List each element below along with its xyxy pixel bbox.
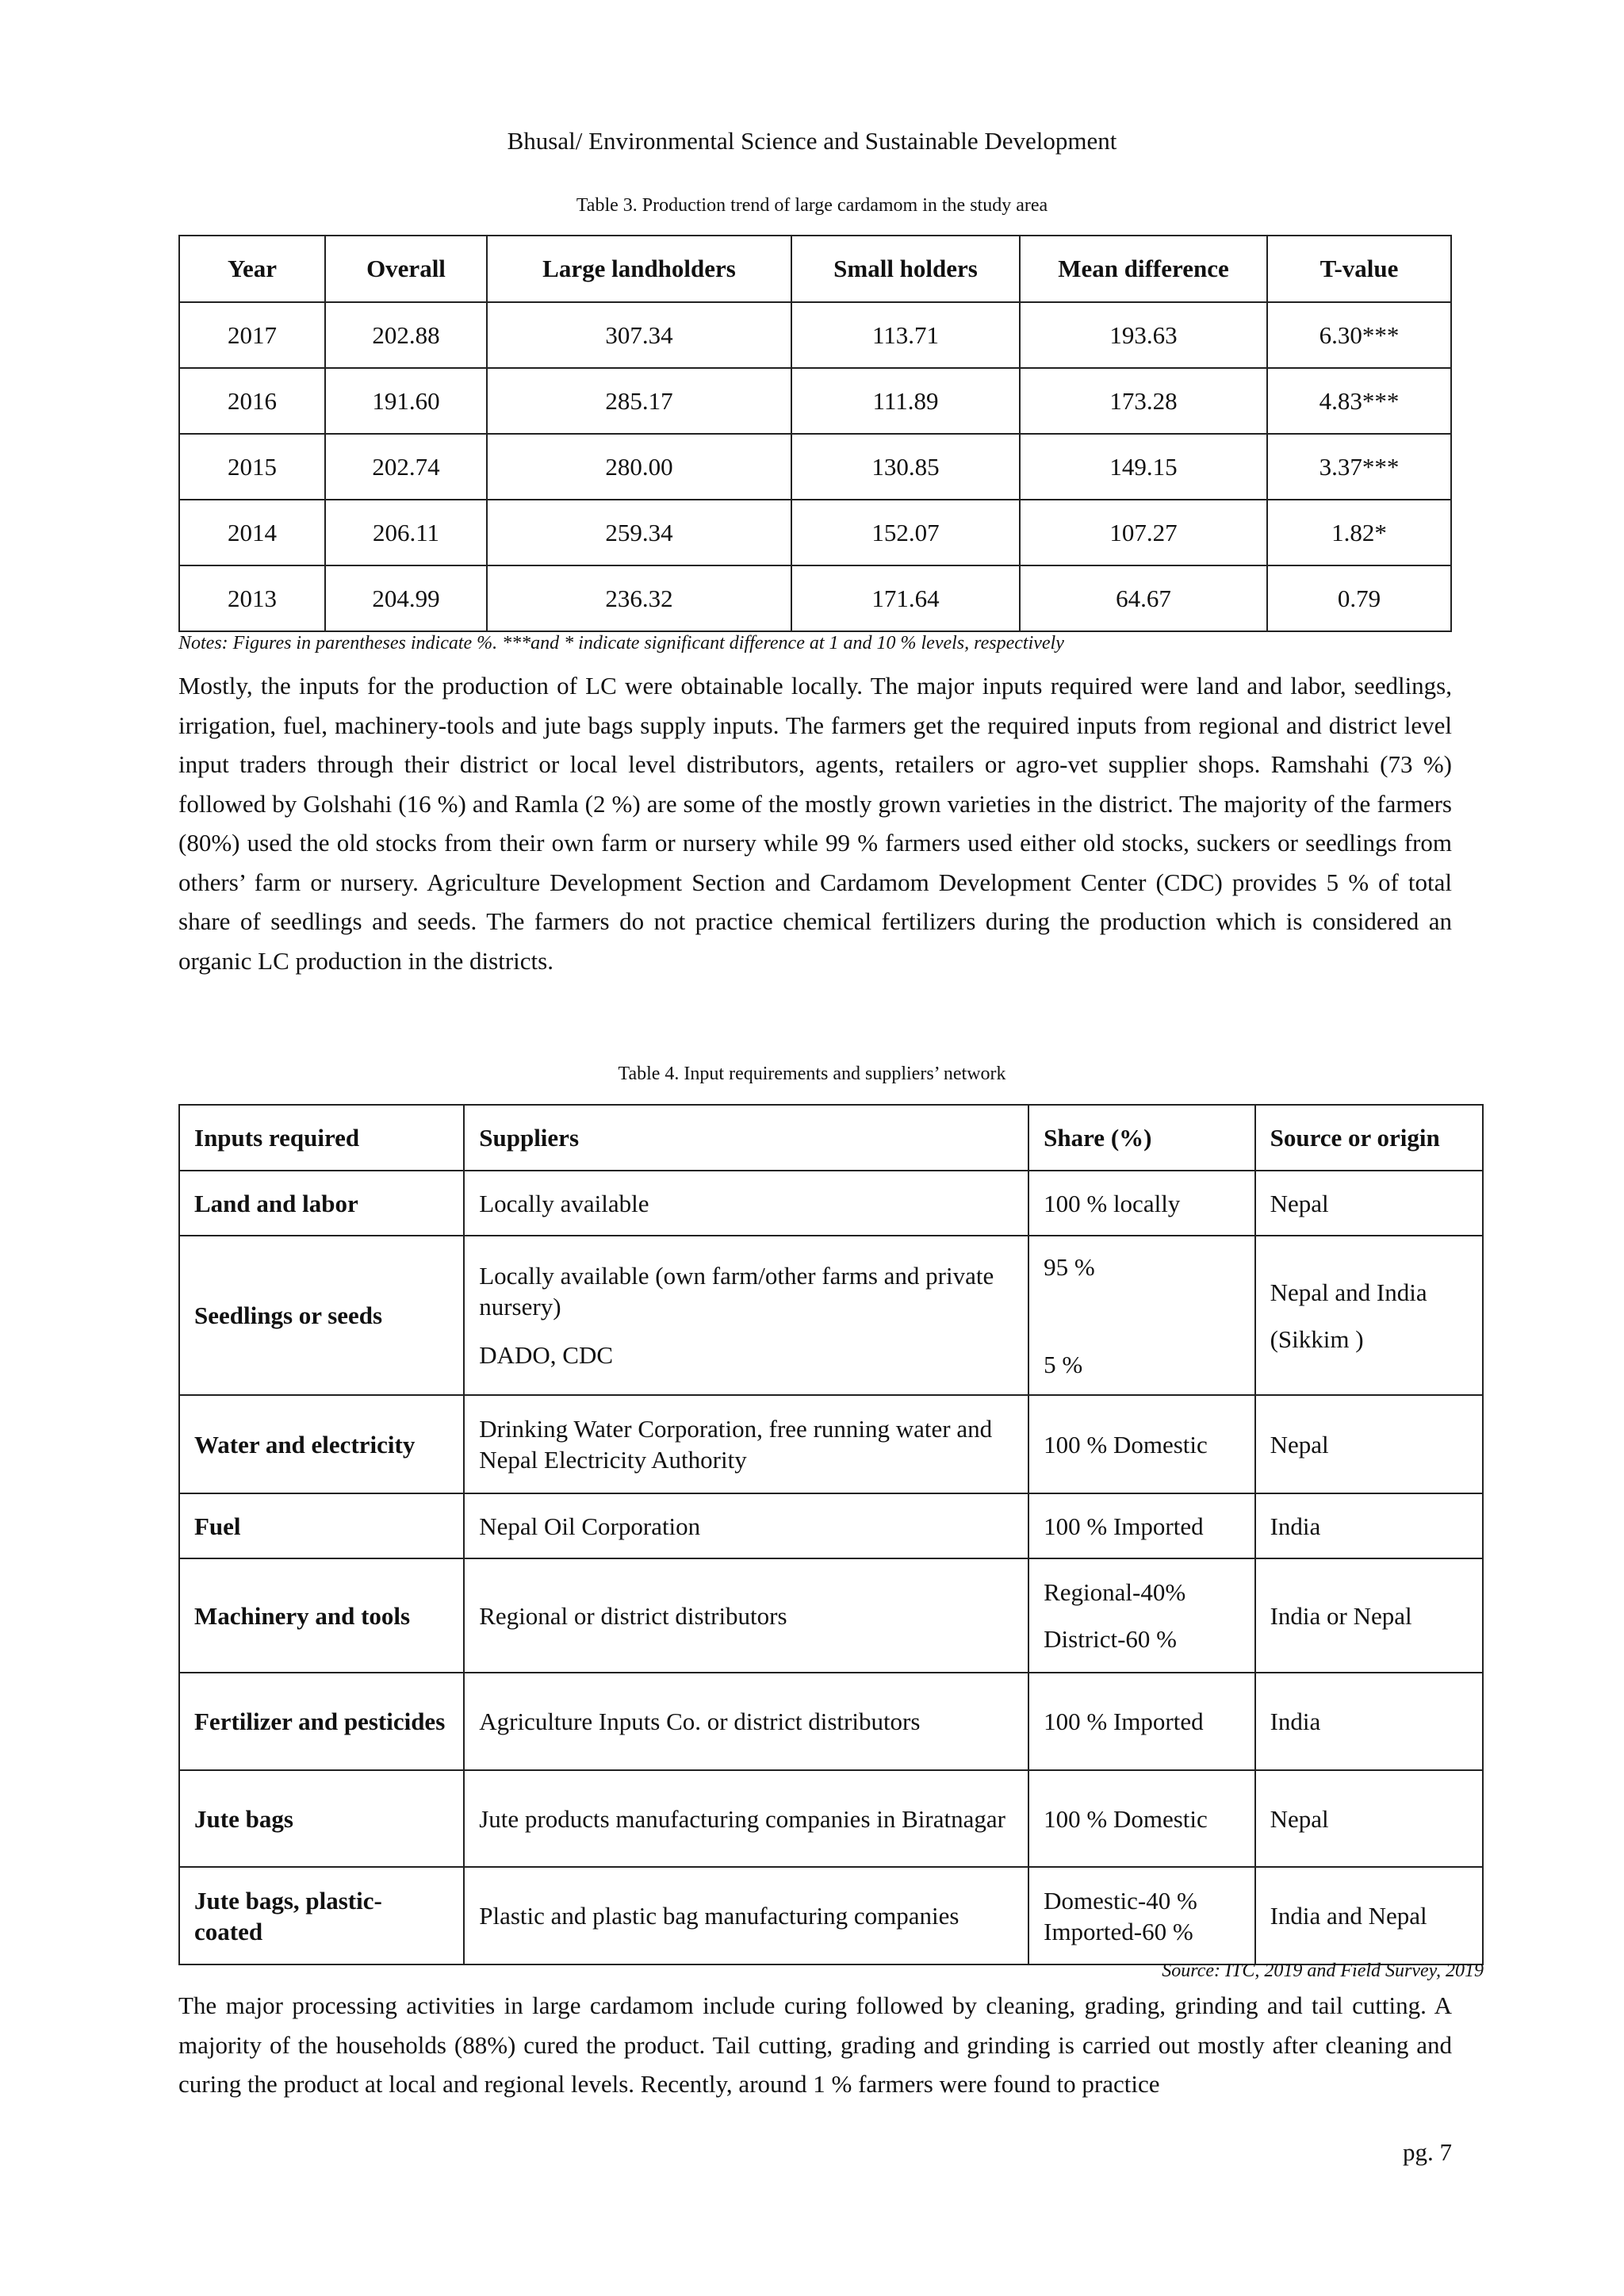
page-number: pg. 7 — [1403, 2138, 1452, 2166]
table3-col-overall: Overall — [325, 236, 487, 302]
table4-share-line: Imported-60 % — [1044, 1917, 1193, 1945]
table3-col-large: Large landholders — [487, 236, 791, 302]
table-row — [179, 1867, 1483, 1964]
table4-share-line: 95 % — [1044, 1252, 1095, 1281]
table4-share-cell: 100 % locally — [1028, 1171, 1254, 1236]
table3-col-small: Small holders — [791, 236, 1020, 302]
table3-cell: 236.32 — [487, 565, 791, 631]
table-row — [179, 434, 1451, 500]
table4-supplier-cell — [464, 1236, 1028, 1395]
table3-cell: 111.89 — [791, 368, 1020, 434]
table4-origin-line: Nepal and India — [1270, 1278, 1427, 1306]
table3-col-mean-diff: Mean difference — [1020, 236, 1267, 302]
table-row — [179, 1236, 1483, 1395]
table4-share-cell: 100 % Domestic — [1028, 1770, 1254, 1867]
table4-input-cell: Land and labor — [179, 1171, 464, 1236]
table4-supplier-cell: Jute products manufacturing companies in Biratnagar — [464, 1770, 1028, 1867]
table3-cell: 259.34 — [487, 500, 791, 565]
table-row — [179, 500, 1451, 565]
table3-header-row — [179, 236, 1451, 302]
table4-share-cell — [1028, 1236, 1254, 1395]
table4 — [178, 1104, 1484, 1965]
table-row — [179, 302, 1451, 368]
table3-cell: 64.67 — [1020, 565, 1267, 631]
table4-share-cell — [1028, 1558, 1254, 1673]
table-row — [179, 565, 1451, 631]
table3-cell: 171.64 — [791, 565, 1020, 631]
table4-share-cell: 100 % Imported — [1028, 1493, 1254, 1558]
table4-supplier-line: DADO, CDC — [479, 1341, 614, 1369]
table-row — [179, 1493, 1483, 1558]
table4-share-cell: 100 % Imported — [1028, 1673, 1254, 1770]
table3-cell: 2015 — [179, 434, 325, 500]
table3-cell: 113.71 — [791, 302, 1020, 368]
table-row — [179, 1171, 1483, 1236]
table4-header-row — [179, 1105, 1483, 1171]
table3-cell: 191.60 — [325, 368, 487, 434]
table-row — [179, 1770, 1483, 1867]
table4-supplier-cell: Plastic and plastic bag manufacturing companies — [464, 1867, 1028, 1964]
table4-caption: Table 4. Input requirements and suppliers’ network — [618, 1064, 1006, 1084]
table3-cell: 280.00 — [487, 434, 791, 500]
table4-origin-cell: India — [1255, 1673, 1483, 1770]
table4-col-share: Share (%) — [1028, 1105, 1254, 1171]
table4-supplier-cell: Nepal Oil Corporation — [464, 1493, 1028, 1558]
table3-notes: Notes: Figures in parentheses indicate %. ***and * indicate significant difference at 1 and 10 % levels, respectively — [178, 633, 1064, 654]
table3-cell: 173.28 — [1020, 368, 1267, 434]
table4-col-origin: Source or origin — [1255, 1105, 1483, 1171]
table4-origin-cell — [1255, 1236, 1483, 1395]
table3-cell: 202.88 — [325, 302, 487, 368]
table4-supplier-cell: Locally available — [464, 1171, 1028, 1236]
table-row — [179, 368, 1451, 434]
body-paragraph-1: Mostly, the inputs for the production of LC were obtainable locally. The major inputs required were land and labor, seedlings, irrigation, fuel, machinery-tools and jute bags supply inputs. The farmers get the required inputs from regional and district level input traders through their district or local level distributors, agents, retailers or agro-vet supplier shops. Ramshahi (73 %) followed by Golshahi (16 %) and Ramla (2 %) are some of the mostly grown varieties in the district. The majority of the farmers (80%) used the old stocks from their own farm or nursery while 99 % farmers used either old stocks, suckers or seedlings from others’ farm or nursery. Agriculture Development Section and Cardamom Development Center (CDC) provides 5 % of total share of seedlings and seeds. The farmers do not practice chemical fertilizers during the production which is considered an organic LC production in the districts. — [178, 672, 1452, 975]
table-row — [179, 1673, 1483, 1770]
table4-origin-cell: Nepal — [1255, 1770, 1483, 1867]
table3 — [178, 235, 1452, 632]
table3-cell: 2013 — [179, 565, 325, 631]
table3-cell: 4.83*** — [1267, 368, 1451, 434]
table4-share-cell: 100 % Domestic — [1028, 1395, 1254, 1493]
table3-cell: 107.27 — [1020, 500, 1267, 565]
table3-cell: 202.74 — [325, 434, 487, 500]
table4-origin-cell: India — [1255, 1493, 1483, 1558]
table3-cell: 2014 — [179, 500, 325, 565]
table4-share-cell — [1028, 1867, 1254, 1964]
table3-cell: 152.07 — [791, 500, 1020, 565]
table4-input-cell: Machinery and tools — [179, 1558, 464, 1673]
table4-input-cell: Jute bags — [179, 1770, 464, 1867]
table4-supplier-cell: Drinking Water Corporation, free running water and Nepal Electricity Authority — [464, 1395, 1028, 1493]
table3-cell: 2016 — [179, 368, 325, 434]
table4-input-cell: Seedlings or seeds — [179, 1236, 464, 1395]
table4-input-cell: Water and electricity — [179, 1395, 464, 1493]
table4-input-cell: Fuel — [179, 1493, 464, 1558]
table4-supplier-line: Locally available (own farm/other farms and private nursery) — [479, 1262, 994, 1320]
table4-origin-cell: India or Nepal — [1255, 1558, 1483, 1673]
table4-input-cell: Jute bags, plastic-coated — [179, 1867, 464, 1964]
table4-supplier-cell: Agriculture Inputs Co. or district distributors — [464, 1673, 1028, 1770]
table3-cell: 204.99 — [325, 565, 487, 631]
table4-origin-line: (Sikkim ) — [1270, 1324, 1364, 1353]
table3-cell: 307.34 — [487, 302, 791, 368]
table4-origin-cell: Nepal — [1255, 1395, 1483, 1493]
table3-cell: 1.82* — [1267, 500, 1451, 565]
table3-caption: Table 3. Production trend of large cardamom in the study area — [576, 195, 1048, 216]
table4-col-suppliers: Suppliers — [464, 1105, 1028, 1171]
table4-share-line: Domestic-40 % — [1044, 1886, 1197, 1915]
table4-share-line: 5 % — [1044, 1350, 1083, 1378]
running-header: Bhusal/ Environmental Science and Sustainable Development — [507, 127, 1117, 155]
table-row — [179, 1558, 1483, 1673]
table4-origin-cell: India and Nepal — [1255, 1867, 1483, 1964]
table3-cell: 206.11 — [325, 500, 487, 565]
table3-cell: 2017 — [179, 302, 325, 368]
table-row — [179, 1395, 1483, 1493]
table4-origin-cell: Nepal — [1255, 1171, 1483, 1236]
table3-cell: 0.79 — [1267, 565, 1451, 631]
table4-share-line: District-60 % — [1044, 1625, 1178, 1653]
table3-cell: 130.85 — [791, 434, 1020, 500]
table3-cell: 285.17 — [487, 368, 791, 434]
table3-cell: 193.63 — [1020, 302, 1267, 368]
table3-cell: 149.15 — [1020, 434, 1267, 500]
table4-supplier-cell: Regional or district distributors — [464, 1558, 1028, 1673]
table4-share-line: Regional-40% — [1044, 1578, 1186, 1606]
table3-cell: 6.30*** — [1267, 302, 1451, 368]
body-paragraph-2: The major processing activities in large cardamom include curing followed by cleaning, grading, grinding and tail cutting. A majority of the households (88%) cured the product. Tail cutting, grading and grinding is carried out mostly after cleaning and curing the product at local and regional levels. Recently, around 1 % farmers were found to practice — [178, 1991, 1452, 2098]
table4-source: Source: ITC, 2019 and Field Survey, 2019 — [1162, 1961, 1484, 1981]
table4-col-inputs: Inputs required — [179, 1105, 464, 1171]
table3-col-year: Year — [179, 236, 325, 302]
table4-input-cell: Fertilizer and pesticides — [179, 1673, 464, 1770]
table3-col-tvalue: T-value — [1267, 236, 1451, 302]
table3-cell: 3.37*** — [1267, 434, 1451, 500]
